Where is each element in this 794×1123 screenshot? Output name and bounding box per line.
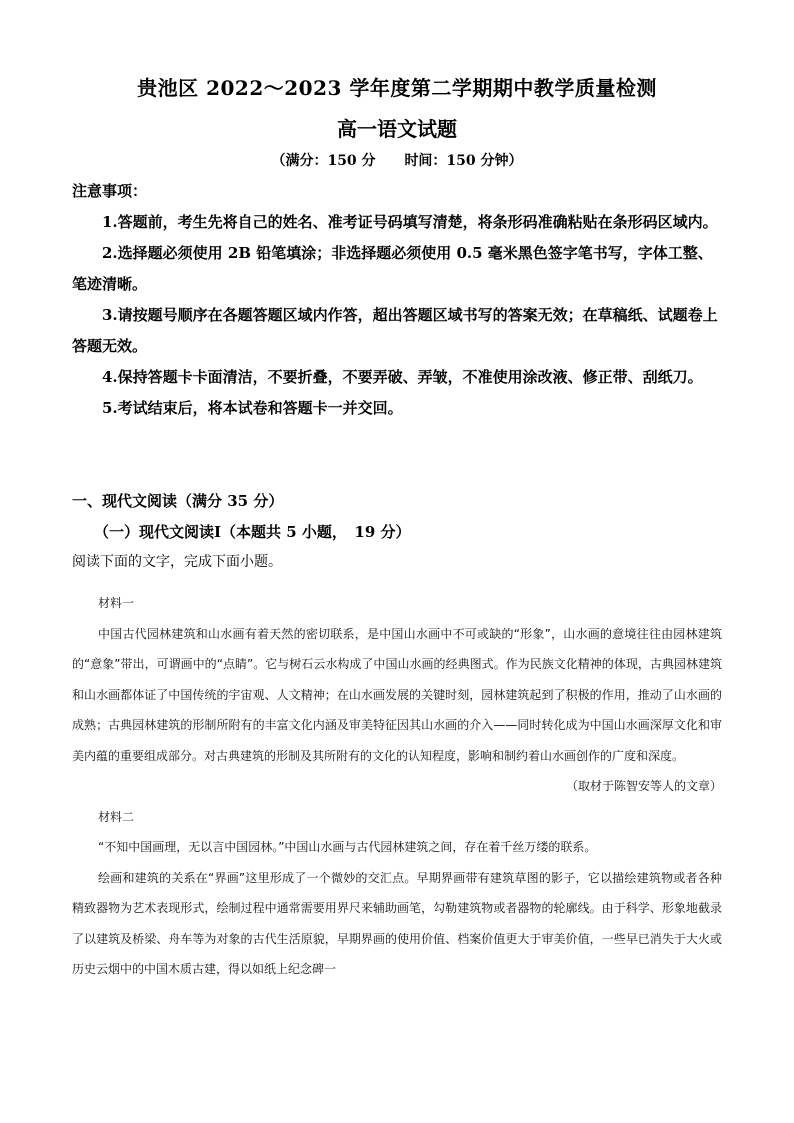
section-title: 一、现代文阅读（满分 35 分） xyxy=(72,492,284,510)
section-subtitle: （一）现代文阅读Ⅰ（本题共 5 小题， 19 分） xyxy=(94,523,411,541)
material2-label: 材料二 xyxy=(98,809,135,824)
score-info: （满分：150 分 xyxy=(271,153,376,169)
notes-list xyxy=(72,207,722,424)
material2-paragraph: “不知中国画理，无以言中国园林。”中国山水画与古代园林建筑之间，存在着千丝万缕的联系。 xyxy=(98,840,597,854)
exam-meta xyxy=(0,150,794,170)
note-item: 1.答题前，考生先将自己的姓名、准考证号码填写清楚，将条形码准确粘贴在条形码区域内。 xyxy=(102,213,718,231)
note-item: 4.保持答题卡卡面清洁，不要折叠，不要弄破、弄皱，不准使用涂改液、修正带、刮纸刀。 xyxy=(102,368,703,386)
material2-paragraph: 绘画和建筑的关系在“界画”这里形成了一个微妙的交汇点。早期界画带有建筑草图的影子，它以描绘建筑物或者各种精致器物为艺术表现形式，绘制过程中通常需要用界尺来辅助画笔，勾勒建筑物或者器物的轮廓线。由于科学、形象地截录了以建筑及桥梁、舟车等为对象的古代生活原貌，早期界画的使用价值、档案价值更大于审美价值，一些早已消失于大火或历史云烟中的中国木质古建，得以如纸上纪念碑一 xyxy=(72,870,722,976)
note-item: 2.选择题必须使用 2B 铅笔填涂；非选择题必须使用 0.5 毫米黑色签字笔书写，字体工整、笔迹清晰。 xyxy=(72,244,713,293)
exam-subtitle: 高一语文试题 xyxy=(337,117,457,141)
time-info: 时间：150 分钟） xyxy=(404,153,523,169)
note-item: 3.请按题号顺序在各题答题区域内作答，超出答题区域书写的答案无效；在草稿纸、试题卷上答题无效。 xyxy=(72,306,718,355)
material1-label: 材料一 xyxy=(98,596,135,610)
material1-text: 中国古代园林建筑和山水画有着天然的密切联系，是中国山水画中不可或缺的“形象”，山水画的意境往往由园林建筑的“意象”带出，可谓画中的“点睛”。它与树石云水构成了中国山水画的经典图式。作为民族文化精神的体现，古典园林建筑和山水画都体证了中国传统的宇宙观、人文精神；在山水画发展的关键时刻，园林建筑起到了积极的作用，推动了山水画的成熟；古典园林建筑的形制所附有的丰富文化内涵及审美特征因其山水画的介入——同时转化成为中国山水画深厚文化和审美内蕴的重要组成部分。对古典建筑的形制及其所附有的文化的认知程度，影响和制约着山水画创作的广度和深度。 xyxy=(72,626,722,763)
reading-passage xyxy=(72,588,722,985)
material1-source: （取材于陈智安等人的文章） xyxy=(565,779,722,793)
notes-heading: 注意事项： xyxy=(72,182,148,200)
section-instruction: 阅读下面的文字，完成下面小题。 xyxy=(72,554,282,570)
note-item: 5.考试结束后，将本试卷和答题卡一并交回。 xyxy=(102,399,403,417)
exam-title: 贵池区 2022～2023 学年度第二学期期中教学质量检测 xyxy=(137,76,657,100)
